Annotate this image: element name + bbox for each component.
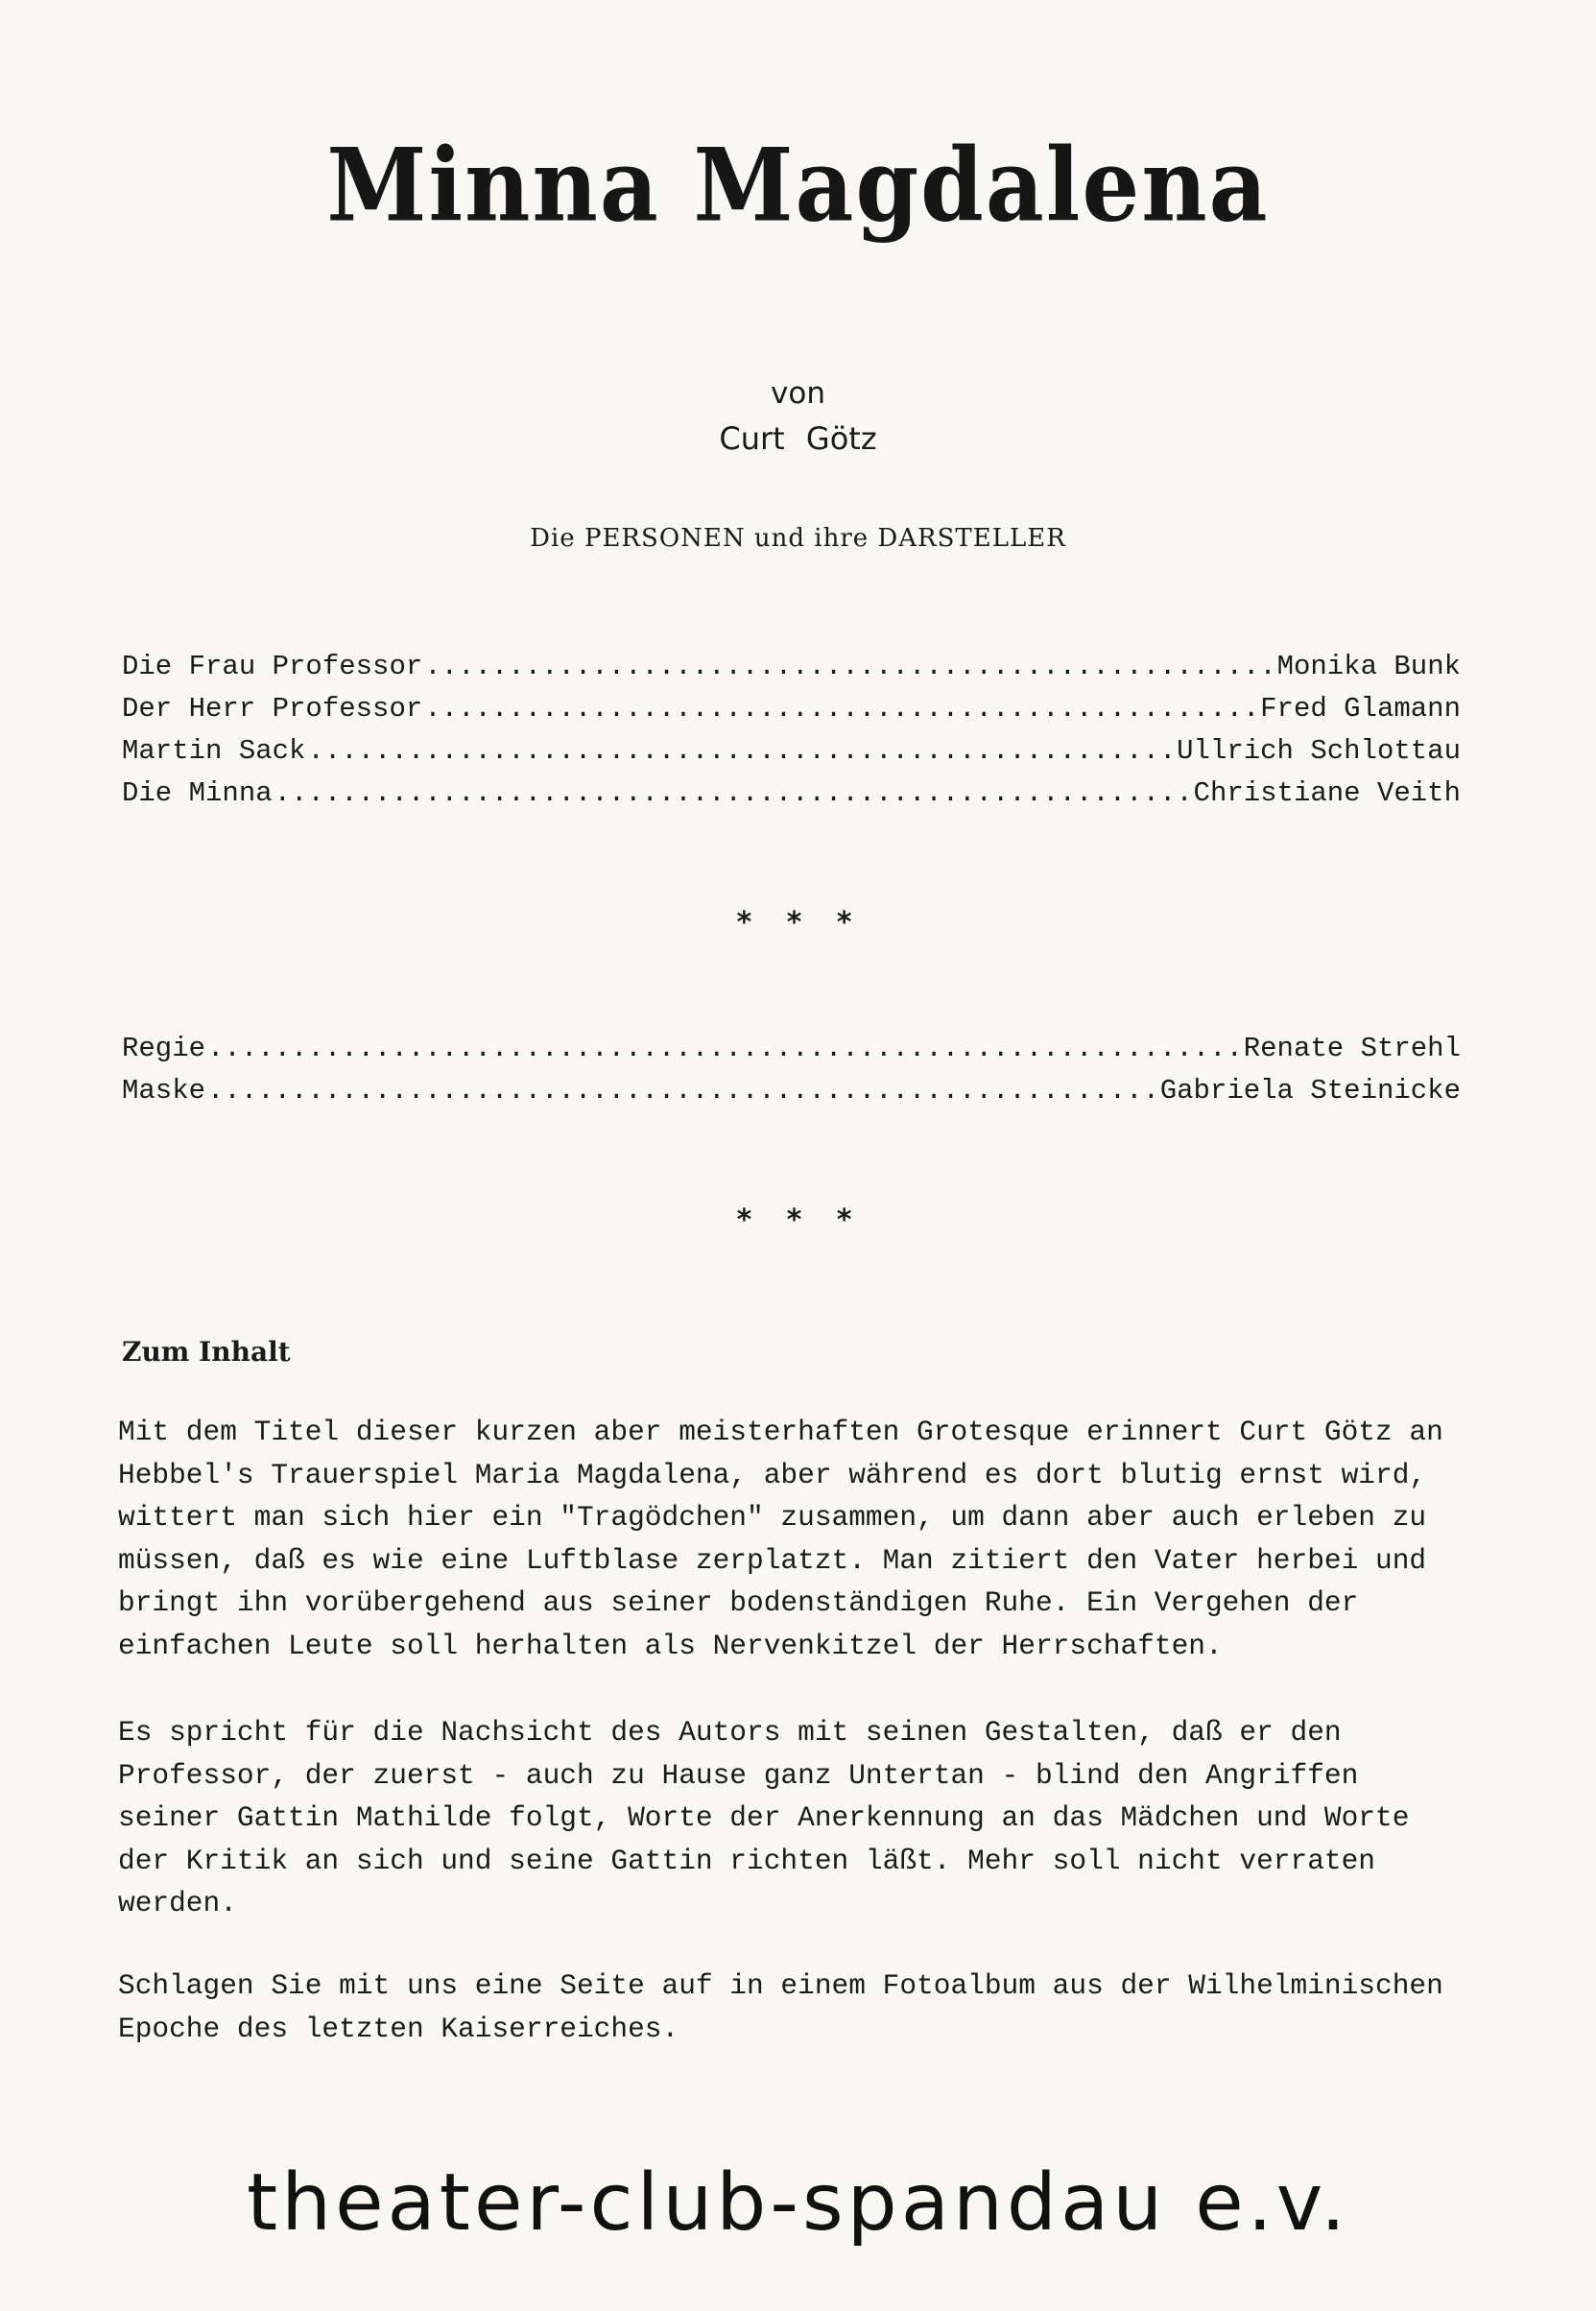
text-line: Schlagen Sie mit uns eine Seite auf in einem Fotoalbum aus der Wilhelminischen: [118, 1969, 1443, 2002]
cast-row: [122, 777, 1461, 820]
cast-row: [122, 735, 1461, 777]
dot-leader: [424, 693, 1258, 725]
text-line: seiner Gattin Mathilde folgt, Worte der Anerkennung an das Mädchen und Worte: [118, 1801, 1410, 1834]
role-name: Die Minna: [122, 777, 273, 809]
text-line: der Kritik an sich und seine Gattin richten läßt. Mehr soll nicht verraten: [118, 1844, 1376, 1877]
cast-list: [122, 651, 1461, 820]
actor-name: Monika Bunk: [1276, 651, 1461, 682]
text-line: bringt ihn vorübergehend aus seiner bodenständigen Ruhe. Ein Vergehen der: [118, 1586, 1359, 1619]
cast-row: [122, 693, 1461, 735]
section-separator: * * *: [735, 906, 861, 940]
dot-leader: [274, 777, 1192, 809]
author-name: Curt Götz: [719, 420, 877, 457]
cast-heading: Die PERSONEN und ihre DARSTELLER: [530, 524, 1066, 553]
crew-member: Renate Strehl: [1243, 1033, 1461, 1064]
club-name-footer: theater-club-spandau e.v.: [246, 2157, 1350, 2249]
crew-role: Maske: [122, 1075, 206, 1107]
text-line: Mit dem Titel dieser kurzen aber meisterhaften Grotesque erinnert Curt Götz an: [118, 1416, 1443, 1448]
dot-leader: [207, 1075, 1158, 1107]
summary-paragraph-2: [118, 1711, 1442, 1925]
text-line: Es spricht für die Nachsicht des Autors mit seinen Gestalten, daß er den: [118, 1716, 1342, 1749]
crew-row: [122, 1033, 1461, 1075]
summary-heading: Zum Inhalt: [122, 1336, 291, 1368]
text-line: Hebbel's Trauerspiel Maria Magdalena, aber während es dort blutig ernst wird,: [118, 1458, 1427, 1491]
text-line: werden.: [118, 1887, 237, 1919]
text-line: einfachen Leute soll herhalten als Nervenkitzel der Herrschaften.: [118, 1629, 1223, 1662]
actor-name: Christiane Veith: [1193, 777, 1461, 809]
crew-role: Regie: [122, 1033, 206, 1064]
summary-paragraph-1: [118, 1411, 1442, 1667]
actor-name: Fred Glamann: [1260, 693, 1461, 725]
actor-name: Ullrich Schlottau: [1177, 735, 1461, 767]
role-name: Der Herr Professor: [122, 693, 423, 725]
text-line: Epoche des letzten Kaiserreiches.: [118, 2012, 679, 2045]
cast-row: [122, 651, 1461, 693]
dot-leader: [307, 735, 1175, 767]
byline-prefix: von: [771, 376, 825, 411]
text-line: wittert man sich hier ein "Tragödchen" zusammen, um dann aber auch erleben zu: [118, 1501, 1427, 1534]
play-title: Minna Magdalena: [326, 127, 1270, 246]
crew-row: [122, 1075, 1461, 1117]
crew-member: Gabriela Steinicke: [1159, 1075, 1461, 1107]
dot-leader: [207, 1033, 1242, 1064]
section-separator: * * *: [735, 1203, 861, 1237]
text-line: müssen, daß es wie eine Luftblase zerplatzt. Man zitiert den Vater herbei und: [118, 1543, 1427, 1577]
summary-paragraph-3: [118, 1965, 1442, 2050]
role-name: Die Frau Professor: [122, 651, 423, 682]
crew-list: [122, 1033, 1461, 1117]
role-name: Martin Sack: [122, 735, 306, 767]
dot-leader: [424, 651, 1274, 682]
text-line: Professor, der zuerst - auch zu Hause ganz Untertan - blind den Angriffen: [118, 1758, 1359, 1792]
